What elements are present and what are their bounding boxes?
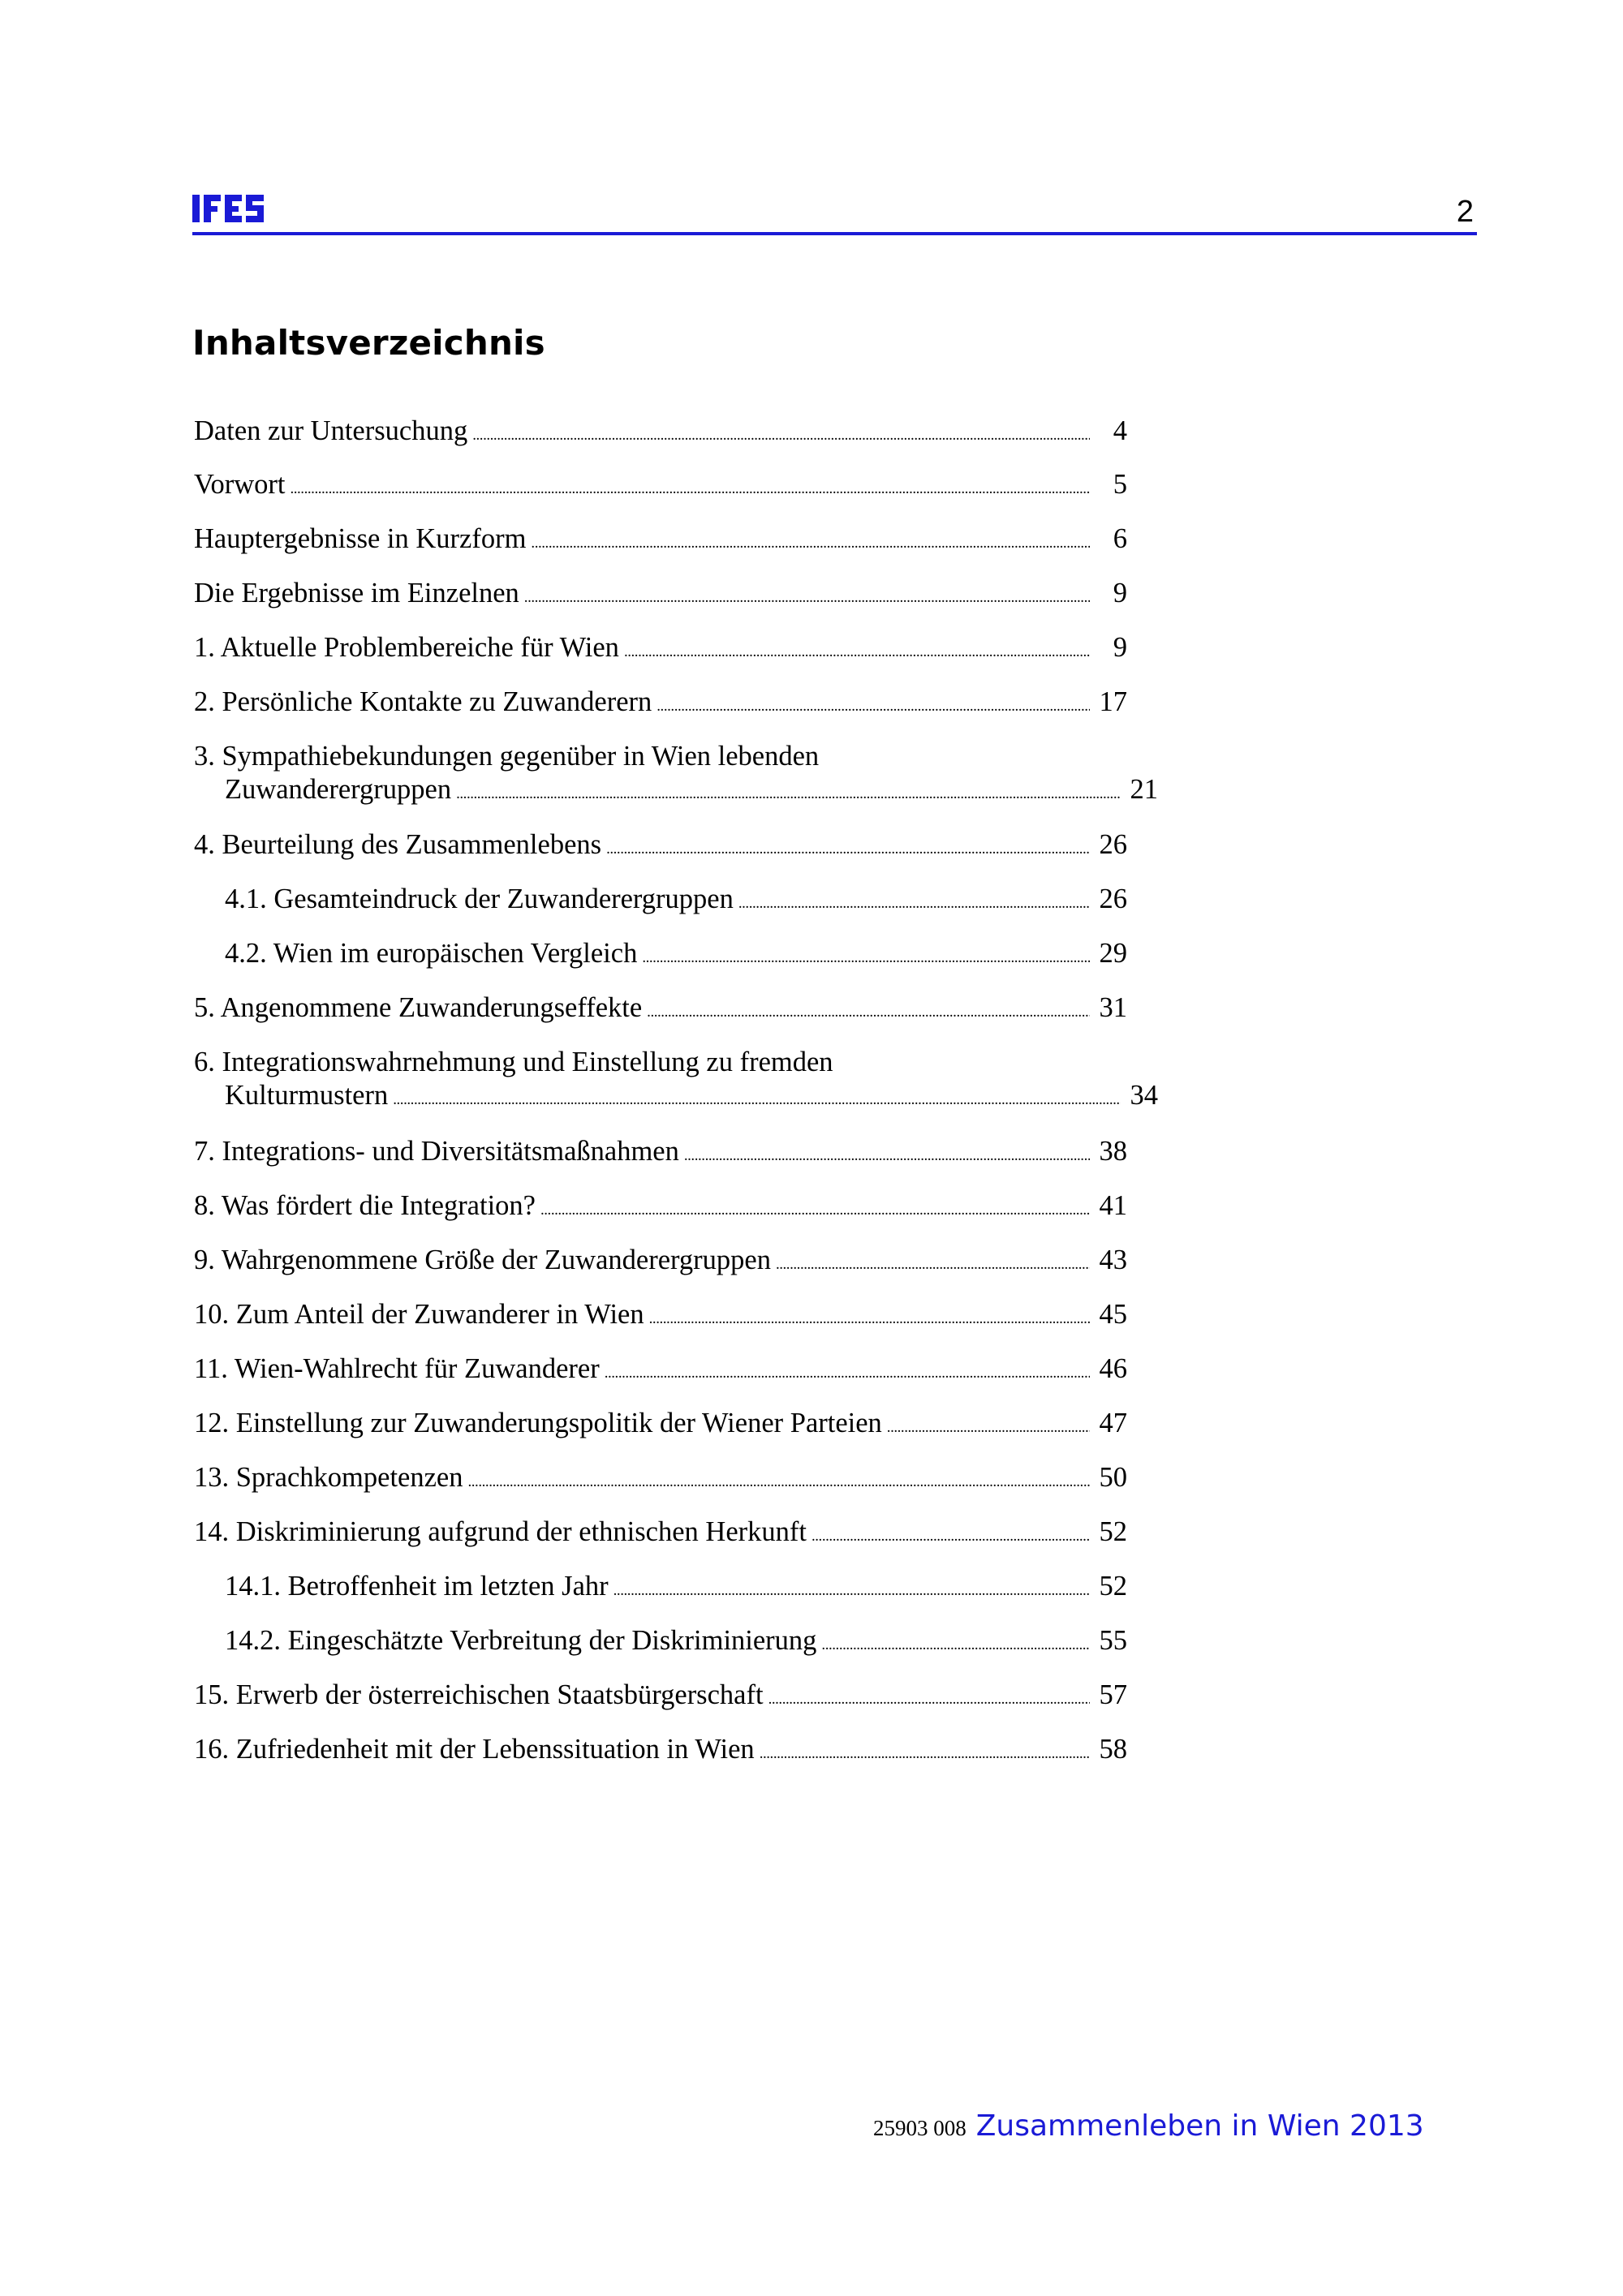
toc-entry-title: 9. Wahrgenommene Größe der Zuwanderergruppen — [194, 1245, 771, 1275]
toc-entry-title: 15. Erwerb der österreichischen Staatsbürgerschaft — [194, 1679, 764, 1710]
toc-entry-title: 11. Wien-Wahlrecht für Zuwanderer — [194, 1353, 600, 1384]
toc-entry-title: 16. Zufriedenheit mit der Lebenssituation in Wien — [194, 1734, 755, 1765]
toc-entry-vorwort[interactable] — [194, 469, 1127, 506]
dot-leader — [613, 1571, 1090, 1602]
page-number: 2 — [1456, 195, 1474, 229]
toc-entry-page: 41 — [1099, 1190, 1127, 1221]
dot-leader — [524, 578, 1090, 609]
toc-entry-title: Hauptergebnisse in Kurzform — [194, 523, 527, 554]
toc-entry-page: 46 — [1099, 1353, 1127, 1384]
dot-leader — [290, 469, 1090, 501]
toc-entry-title: 8. Was fördert die Integration? — [194, 1190, 536, 1221]
toc-entry-13[interactable] — [194, 1462, 1127, 1499]
ifes-logo — [192, 191, 270, 226]
toc-entry-title-continued: Kulturmustern — [225, 1080, 389, 1111]
toc-entry-page: 4 — [1113, 415, 1127, 446]
toc-entry-page: 26 — [1099, 829, 1127, 860]
toc-entry-title: 10. Zum Anteil der Zuwanderer in Wien — [194, 1299, 644, 1330]
toc-entry-title: 4. Beurteilung des Zusammenlebens — [194, 829, 602, 860]
dot-leader — [647, 992, 1090, 1024]
dot-leader — [605, 1353, 1090, 1385]
toc-entry-15[interactable] — [194, 1679, 1127, 1717]
dot-leader — [760, 1734, 1090, 1765]
toc-entry-page: 38 — [1099, 1136, 1127, 1167]
toc-entry-page: 34 — [1130, 1080, 1158, 1111]
toc-entry-page: 31 — [1099, 992, 1127, 1023]
toc-entry-page: 52 — [1099, 1571, 1127, 1602]
toc-entry-page: 58 — [1099, 1734, 1127, 1765]
toc-entry-title: 7. Integrations- und Diversitätsmaßnahmen — [194, 1136, 679, 1167]
toc-entry-8[interactable] — [194, 1190, 1127, 1228]
footer-code: 25903 008 — [873, 2116, 966, 2140]
toc-entry-14-2[interactable] — [194, 1625, 1127, 1662]
toc-entry-page: 57 — [1099, 1679, 1127, 1710]
toc-entry-title: Die Ergebnisse im Einzelnen — [194, 578, 519, 608]
toc-entry-hauptergebnisse[interactable] — [194, 523, 1127, 561]
toc-entry-title: Daten zur Untersuchung — [194, 415, 468, 446]
toc-entry-page: 9 — [1113, 578, 1127, 608]
toc-entry-title: 14.1. Betroffenheit im letzten Jahr — [225, 1571, 609, 1602]
toc-entry-page: 52 — [1099, 1516, 1127, 1547]
toc-entry-14-1[interactable] — [194, 1571, 1127, 1608]
dot-leader — [472, 415, 1090, 447]
toc-entry-page: 43 — [1099, 1245, 1127, 1275]
dot-leader — [812, 1516, 1090, 1548]
toc-entry-page: 17 — [1099, 686, 1127, 717]
page-footer — [873, 2109, 1424, 2143]
toc-entry-page: 5 — [1113, 469, 1127, 500]
toc-entry-9[interactable] — [194, 1245, 1127, 1282]
toc-entry-7[interactable] — [194, 1136, 1127, 1173]
toc-entry-16[interactable] — [194, 1734, 1127, 1771]
toc-entry-title-continued: Zuwanderergruppen — [225, 774, 452, 805]
toc-entry-page: 6 — [1113, 523, 1127, 554]
toc-entry-title: 4.2. Wien im europäischen Vergleich — [225, 938, 638, 969]
toc-entry-6[interactable] — [194, 1047, 1158, 1121]
toc-entry-page: 55 — [1099, 1625, 1127, 1656]
toc-entry-title: 5. Angenommene Zuwanderungseffekte — [194, 992, 643, 1023]
toc-entry-4[interactable] — [194, 829, 1127, 866]
toc-entry-title: 2. Persönliche Kontakte zu Zuwanderern — [194, 686, 652, 717]
dot-leader — [624, 632, 1090, 664]
toc-entry-10[interactable] — [194, 1299, 1127, 1336]
toc-entry-title: 14.2. Eingeschätzte Verbreitung der Diskriminierung — [225, 1625, 817, 1656]
toc-entry-page: 26 — [1099, 884, 1127, 914]
dot-leader — [649, 1299, 1090, 1331]
toc-entry-4-1[interactable] — [194, 884, 1127, 921]
toc-entry-title: 6. Integrationswahrnehmung und Einstellung zu fremden — [194, 1047, 833, 1077]
toc-entry-page: 47 — [1099, 1408, 1127, 1438]
toc-entry-title: Vorwort — [194, 469, 286, 500]
dot-leader — [738, 884, 1090, 915]
footer-title: Zusammenleben in Wien 2013 — [975, 2109, 1424, 2143]
toc-entry-4-2[interactable] — [194, 938, 1127, 975]
dot-leader — [531, 523, 1090, 555]
toc-entry-1[interactable] — [194, 632, 1127, 669]
dot-leader — [606, 829, 1090, 861]
toc-entry-title: 1. Aktuelle Problembereiche für Wien — [194, 632, 619, 663]
toc-entry-page: 29 — [1099, 938, 1127, 969]
toc-entry-page: 50 — [1099, 1462, 1127, 1493]
toc-entry-14[interactable] — [194, 1516, 1127, 1554]
dot-leader — [684, 1136, 1090, 1167]
dot-leader — [540, 1190, 1090, 1222]
toc-entry-title: 4.1. Gesamteindruck der Zuwanderergruppen — [225, 884, 734, 914]
toc-entry-page: 45 — [1099, 1299, 1127, 1330]
toc-entry-page: 9 — [1113, 632, 1127, 663]
toc-entry-ergebnisse-einzelnen[interactable] — [194, 578, 1127, 615]
toc-entry-3[interactable] — [194, 741, 1158, 815]
toc-entry-title: 3. Sympathiebekundungen gegenüber in Wien lebenden — [194, 741, 820, 772]
toc-entry-daten[interactable] — [194, 415, 1127, 453]
dot-leader — [467, 1462, 1090, 1494]
toc-entry-5[interactable] — [194, 992, 1127, 1030]
toc-entry-11[interactable] — [194, 1353, 1127, 1391]
toc-entry-12[interactable] — [194, 1408, 1127, 1445]
toc-entry-title: 14. Diskriminierung aufgrund der ethnischen Herkunft — [194, 1516, 807, 1547]
toc-entry-page: 21 — [1130, 774, 1158, 805]
dot-leader — [821, 1625, 1090, 1657]
toc-entry-title: 13. Sprachkompetenzen — [194, 1462, 463, 1493]
toc-entry-2[interactable] — [194, 686, 1127, 724]
dot-leader — [393, 1080, 1121, 1111]
dot-leader — [768, 1679, 1090, 1711]
dot-leader — [456, 774, 1121, 806]
page-title: Inhaltsverzeichnis — [192, 323, 545, 363]
header-rule — [192, 232, 1477, 235]
dot-leader — [657, 686, 1090, 718]
dot-leader — [887, 1408, 1090, 1439]
toc-entry-title: 12. Einstellung zur Zuwanderungspolitik der Wiener Parteien — [194, 1408, 882, 1438]
dot-leader — [776, 1245, 1090, 1276]
dot-leader — [642, 938, 1090, 970]
page-header — [192, 191, 1477, 234]
